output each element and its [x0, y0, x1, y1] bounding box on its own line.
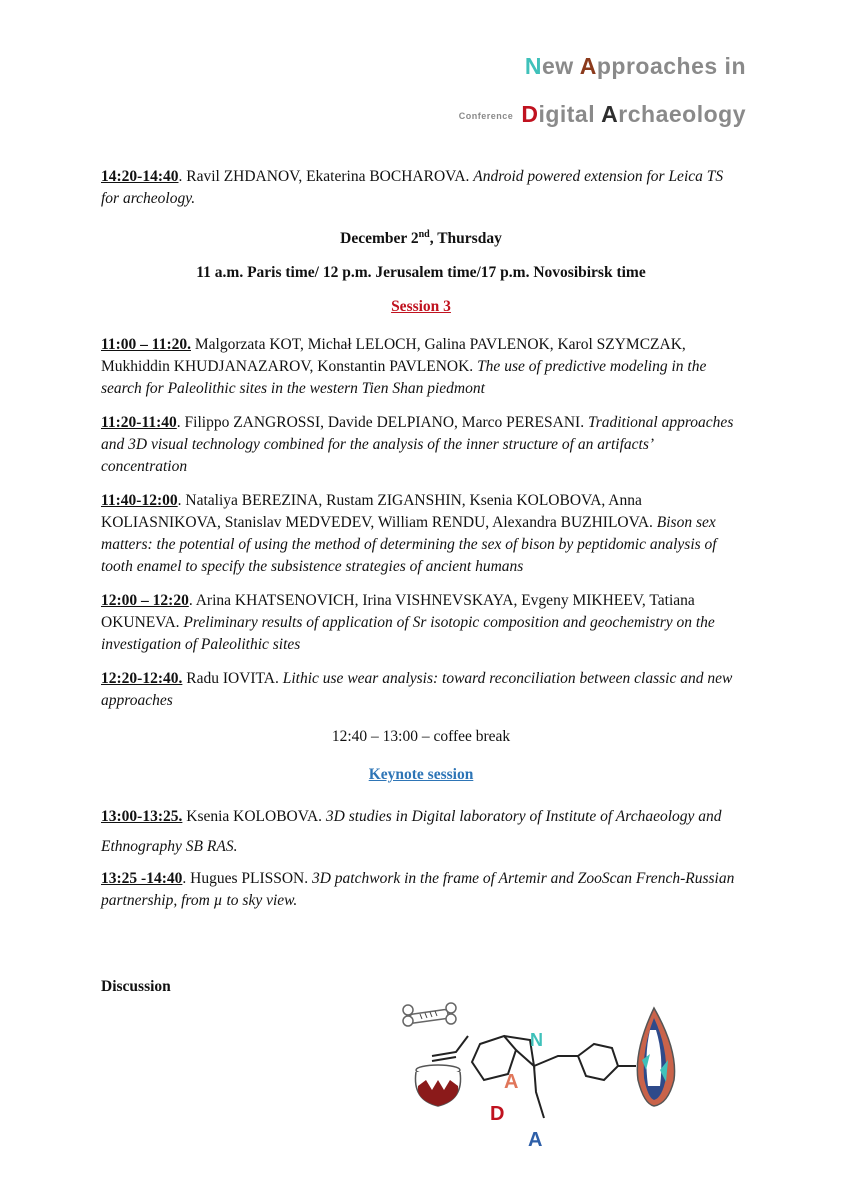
program-entry: [101, 334, 741, 400]
entry-authors: Radu IOVITA.: [182, 670, 283, 688]
program-entry: [101, 590, 741, 656]
entry-title: 3D studies in Digital laboratory of Institute of Archaeology and Ethnography SB RAS.: [101, 808, 722, 856]
logo-letter-d: D: [490, 1103, 505, 1125]
entry-time: 13:25 -14:40: [101, 870, 183, 888]
header-letter-n: N: [524, 53, 542, 79]
program-entry: [101, 868, 741, 912]
entry-authors: . Nataliya BEREZINA, Rustam ZIGANSHIN, Ksenia KOLOBOVA, Anna KOLIASNIKOVA, Stanislav MEDVEDEV, William RENDU, Alexandra BUZHILOVA.: [101, 492, 657, 532]
header-word-approaches: pproaches in: [596, 53, 746, 79]
entry-authors: . Hugues PLISSON.: [182, 870, 312, 888]
header-word-archaeology: rchaeology: [618, 101, 746, 127]
header-conference-label: Conference: [458, 111, 514, 121]
entry-authors: . Arina KHATSENOVICH, Irina VISHNEVSKAYA, Evgeny MIKHEEV, Tatiana OKUNEVA.: [101, 592, 695, 632]
entry-authors: Malgorzata KOT, Michał LELOCH, Galina PAVLENOK, Karol SZYMCZAK, Mukhiddin KHUDJANAZAROV, Konstantin PAVLENOK.: [101, 336, 686, 376]
program-entry: [101, 166, 741, 210]
entry-title: 3D patchwork in the frame of Artemir and ZooScan French-Russian partnership, from µ to sky view.: [101, 870, 735, 910]
header-letter-d: D: [521, 101, 539, 127]
entry-title: Lithic use wear analysis: toward reconciliation between classic and new approaches: [101, 670, 733, 710]
logo-letter-a-blue: A: [528, 1129, 543, 1150]
program-body: [101, 166, 741, 924]
entry-time: 12:00 – 12:20: [101, 592, 189, 610]
entry-time: 11:20-11:40: [101, 414, 177, 432]
entry-authors: Ksenia KOLOBOVA.: [182, 808, 326, 826]
header-word-digital: igital: [538, 101, 602, 127]
header-letter-a2: A: [601, 101, 619, 127]
entry-time: 11:40-12:00: [101, 492, 178, 510]
pottery-vessel-icon: [415, 1065, 460, 1106]
session-3-heading: Session 3: [391, 298, 451, 316]
day-suffix-sup: nd: [418, 229, 430, 240]
conference-logo: [398, 1000, 718, 1150]
day-heading: [101, 224, 741, 250]
entry-time: 13:00-13:25.: [101, 808, 183, 826]
entry-time: 14:20-14:40: [101, 168, 179, 185]
header-title-line2: [459, 101, 746, 128]
day-weekday: , Thursday: [429, 230, 502, 248]
day-prefix: December 2: [340, 230, 419, 248]
entry-time: 11:00 – 11:20.: [101, 336, 191, 354]
timezone-line: 11 a.m. Paris time/ 12 p.m. Jerusalem time/17 p.m. Novosibirsk time: [196, 264, 646, 282]
entry-title: Traditional approaches and 3D visual technology combined for the analysis of the inner structure of an artifacts’ concentration: [101, 414, 734, 476]
program-entry: [101, 668, 741, 712]
coffee-break: 12:40 – 13:00 – coffee break: [331, 728, 511, 746]
program-entry: [101, 802, 741, 862]
entry-title: Bison sex matters: the potential of using the method of determining the sex of bison by peptidomic analysis of tooth enamel to specify the subsistence strategies of ancient humans: [101, 514, 717, 576]
header-title-line1: [525, 53, 746, 80]
entry-title: Android powered extension for Leica TS for archeology.: [101, 168, 724, 207]
keynote-heading: Keynote session: [368, 766, 474, 784]
entry-title: The use of predictive modeling in the search for Paleolithic sites in the western Tien Shan piedmont: [101, 358, 707, 398]
program-entry: [101, 412, 741, 478]
program-entry: [101, 490, 741, 578]
entry-title: Preliminary results of application of Sr isotopic composition and geochemistry on the investigation of Paleolithic sites: [101, 614, 715, 654]
discussion-heading: Discussion: [101, 978, 171, 995]
bone-icon: [403, 1003, 456, 1026]
entry-time: 12:20-12:40.: [101, 670, 183, 688]
stone-tool-icon: [637, 1008, 674, 1106]
logo-letter-n: N: [530, 1030, 543, 1050]
logo-letter-a: A: [504, 1071, 519, 1093]
entry-authors: . Filippo ZANGROSSI, Davide DELPIANO, Marco PERESANI.: [176, 414, 588, 432]
entry-authors: . Ravil ZHDANOV, Ekaterina BOCHAROVA.: [178, 168, 474, 185]
header-word-new: ew: [542, 53, 580, 79]
header-letter-a: A: [579, 53, 597, 79]
